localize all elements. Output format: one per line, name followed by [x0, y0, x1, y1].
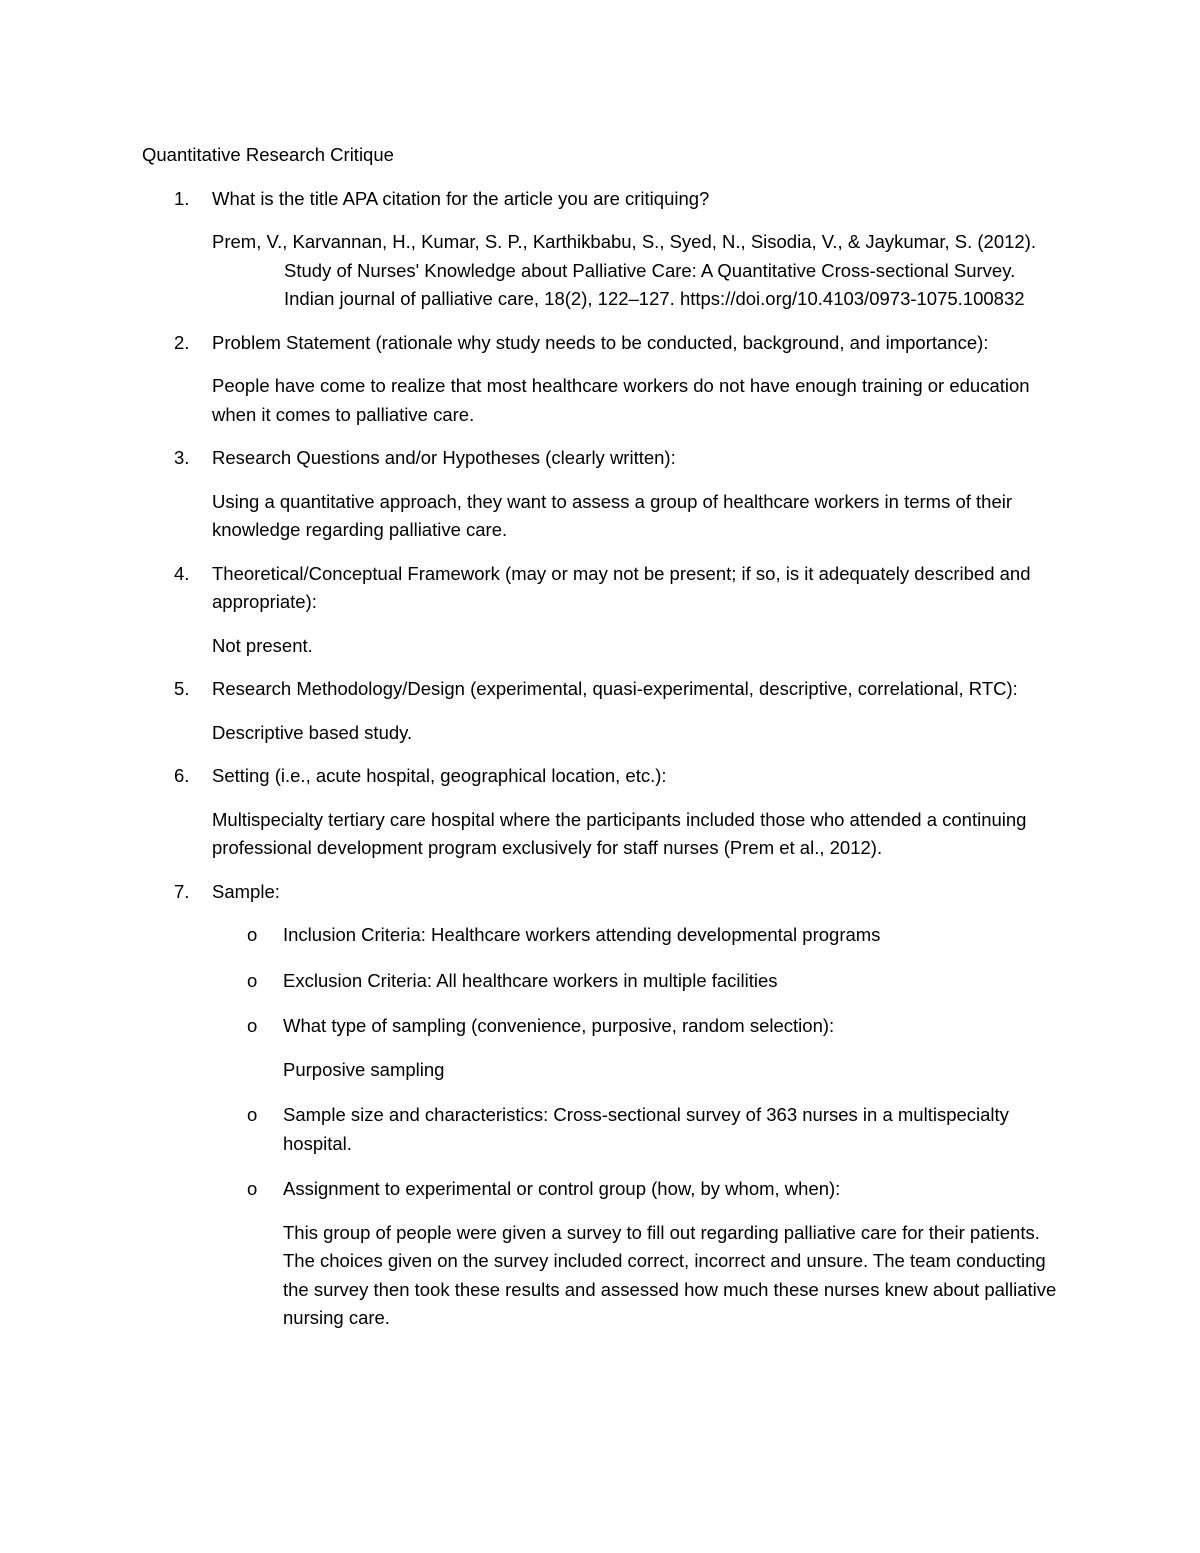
question-text: Setting (i.e., acute hospital, geographical location, etc.):: [212, 765, 667, 786]
sub-item-group-assignment: [212, 1175, 1062, 1333]
answer-text: Multispecialty tertiary care hospital where the participants included those who attended a continuing professional development program exclusively for staff nurses (Prem et al., 2012).: [212, 808, 1027, 858]
question-number: 6.: [174, 765, 190, 786]
question-number: 2.: [174, 331, 190, 353]
question-2: [142, 329, 1062, 430]
sub-item-answer: This group of people were given a survey to fill out regarding palliative care for their patients. The choices given on the survey included correct, incorrect and unsure. The team conducting the survey then took these results and assessed how much these nurses knew about palliative nursing care.: [283, 1221, 1057, 1328]
sub-item-sample-size: [212, 1101, 1062, 1158]
question-text: Sample:: [212, 880, 280, 902]
question-text: Research Methodology/Design (experimental, quasi-experimental, descriptive, correlational, RTC):: [212, 678, 1018, 699]
question-text: What is the title APA citation for the article you are critiquing?: [212, 187, 710, 209]
answer-text: Not present.: [212, 634, 313, 656]
sub-item-inclusion-criteria: [212, 921, 1062, 950]
question-text: Research Questions and/or Hypotheses (clearly written):: [212, 447, 676, 468]
question-number: 1.: [174, 187, 190, 209]
sample-sub-list: [212, 921, 1062, 1333]
hollow-bullet-icon: o: [247, 924, 258, 945]
hollow-bullet-icon: o: [247, 969, 258, 991]
sub-item-sampling-type: [212, 1012, 1062, 1084]
answer-text: Using a quantitative approach, they want to assess a group of healthcare workers in terms of their knowledge regarding palliative care.: [212, 490, 1013, 540]
sub-item-text: What type of sampling (convenience, purposive, random selection):: [283, 1015, 835, 1036]
question-6: [142, 762, 1062, 863]
sub-item-text: Exclusion Criteria: All healthcare workers in multiple facilities: [283, 969, 778, 991]
question-text: Problem Statement (rationale why study needs to be conducted, background, and importance):: [212, 331, 989, 353]
question-number: 3.: [174, 447, 190, 468]
sub-item-text: Inclusion Criteria: Healthcare workers attending developmental programs: [283, 924, 881, 945]
answer-text: Descriptive based study.: [212, 721, 413, 743]
hollow-bullet-icon: o: [247, 1178, 258, 1199]
question-number: 7.: [174, 880, 190, 902]
question-3: [142, 444, 1062, 545]
hollow-bullet-icon: o: [247, 1104, 258, 1125]
document-title: Quantitative Research Critique: [142, 144, 394, 165]
sub-item-text: Sample size and characteristics: Cross-sectional survey of 363 nurses in a multispecialty hospital.: [283, 1104, 1009, 1154]
hollow-bullet-icon: o: [247, 1015, 258, 1036]
question-number: 5.: [174, 678, 190, 699]
question-number: 4.: [174, 562, 190, 584]
document-body: [142, 141, 1062, 1350]
apa-citation: Prem, V., Karvannan, H., Kumar, S. P., Karthikbabu, S., Syed, N., Sisodia, V., & Jaykumar, S. (2012). Study of Nurses' Knowledge about Palliative Care: A Quantitative Cross-sectional Survey. Indian journal of palliative care, 18(2), 122–127. https://doi.org/10.4103/0973-1075.100832: [212, 231, 1036, 309]
question-4: [142, 560, 1062, 661]
question-7: [142, 878, 1062, 1333]
answer-text: People have come to realize that most healthcare workers do not have enough training or education when it comes to palliative care.: [212, 375, 1030, 425]
question-5: [142, 675, 1062, 747]
sub-item-answer: Purposive sampling: [283, 1058, 445, 1080]
sub-item-text: Assignment to experimental or control group (how, by whom, when):: [283, 1178, 841, 1199]
question-text: Theoretical/Conceptual Framework (may or may not be present; if so, is it adequately described and appropriate):: [212, 562, 1031, 612]
question-1: [142, 185, 1062, 314]
sub-item-exclusion-criteria: [212, 967, 1062, 996]
question-list: [142, 185, 1062, 1333]
